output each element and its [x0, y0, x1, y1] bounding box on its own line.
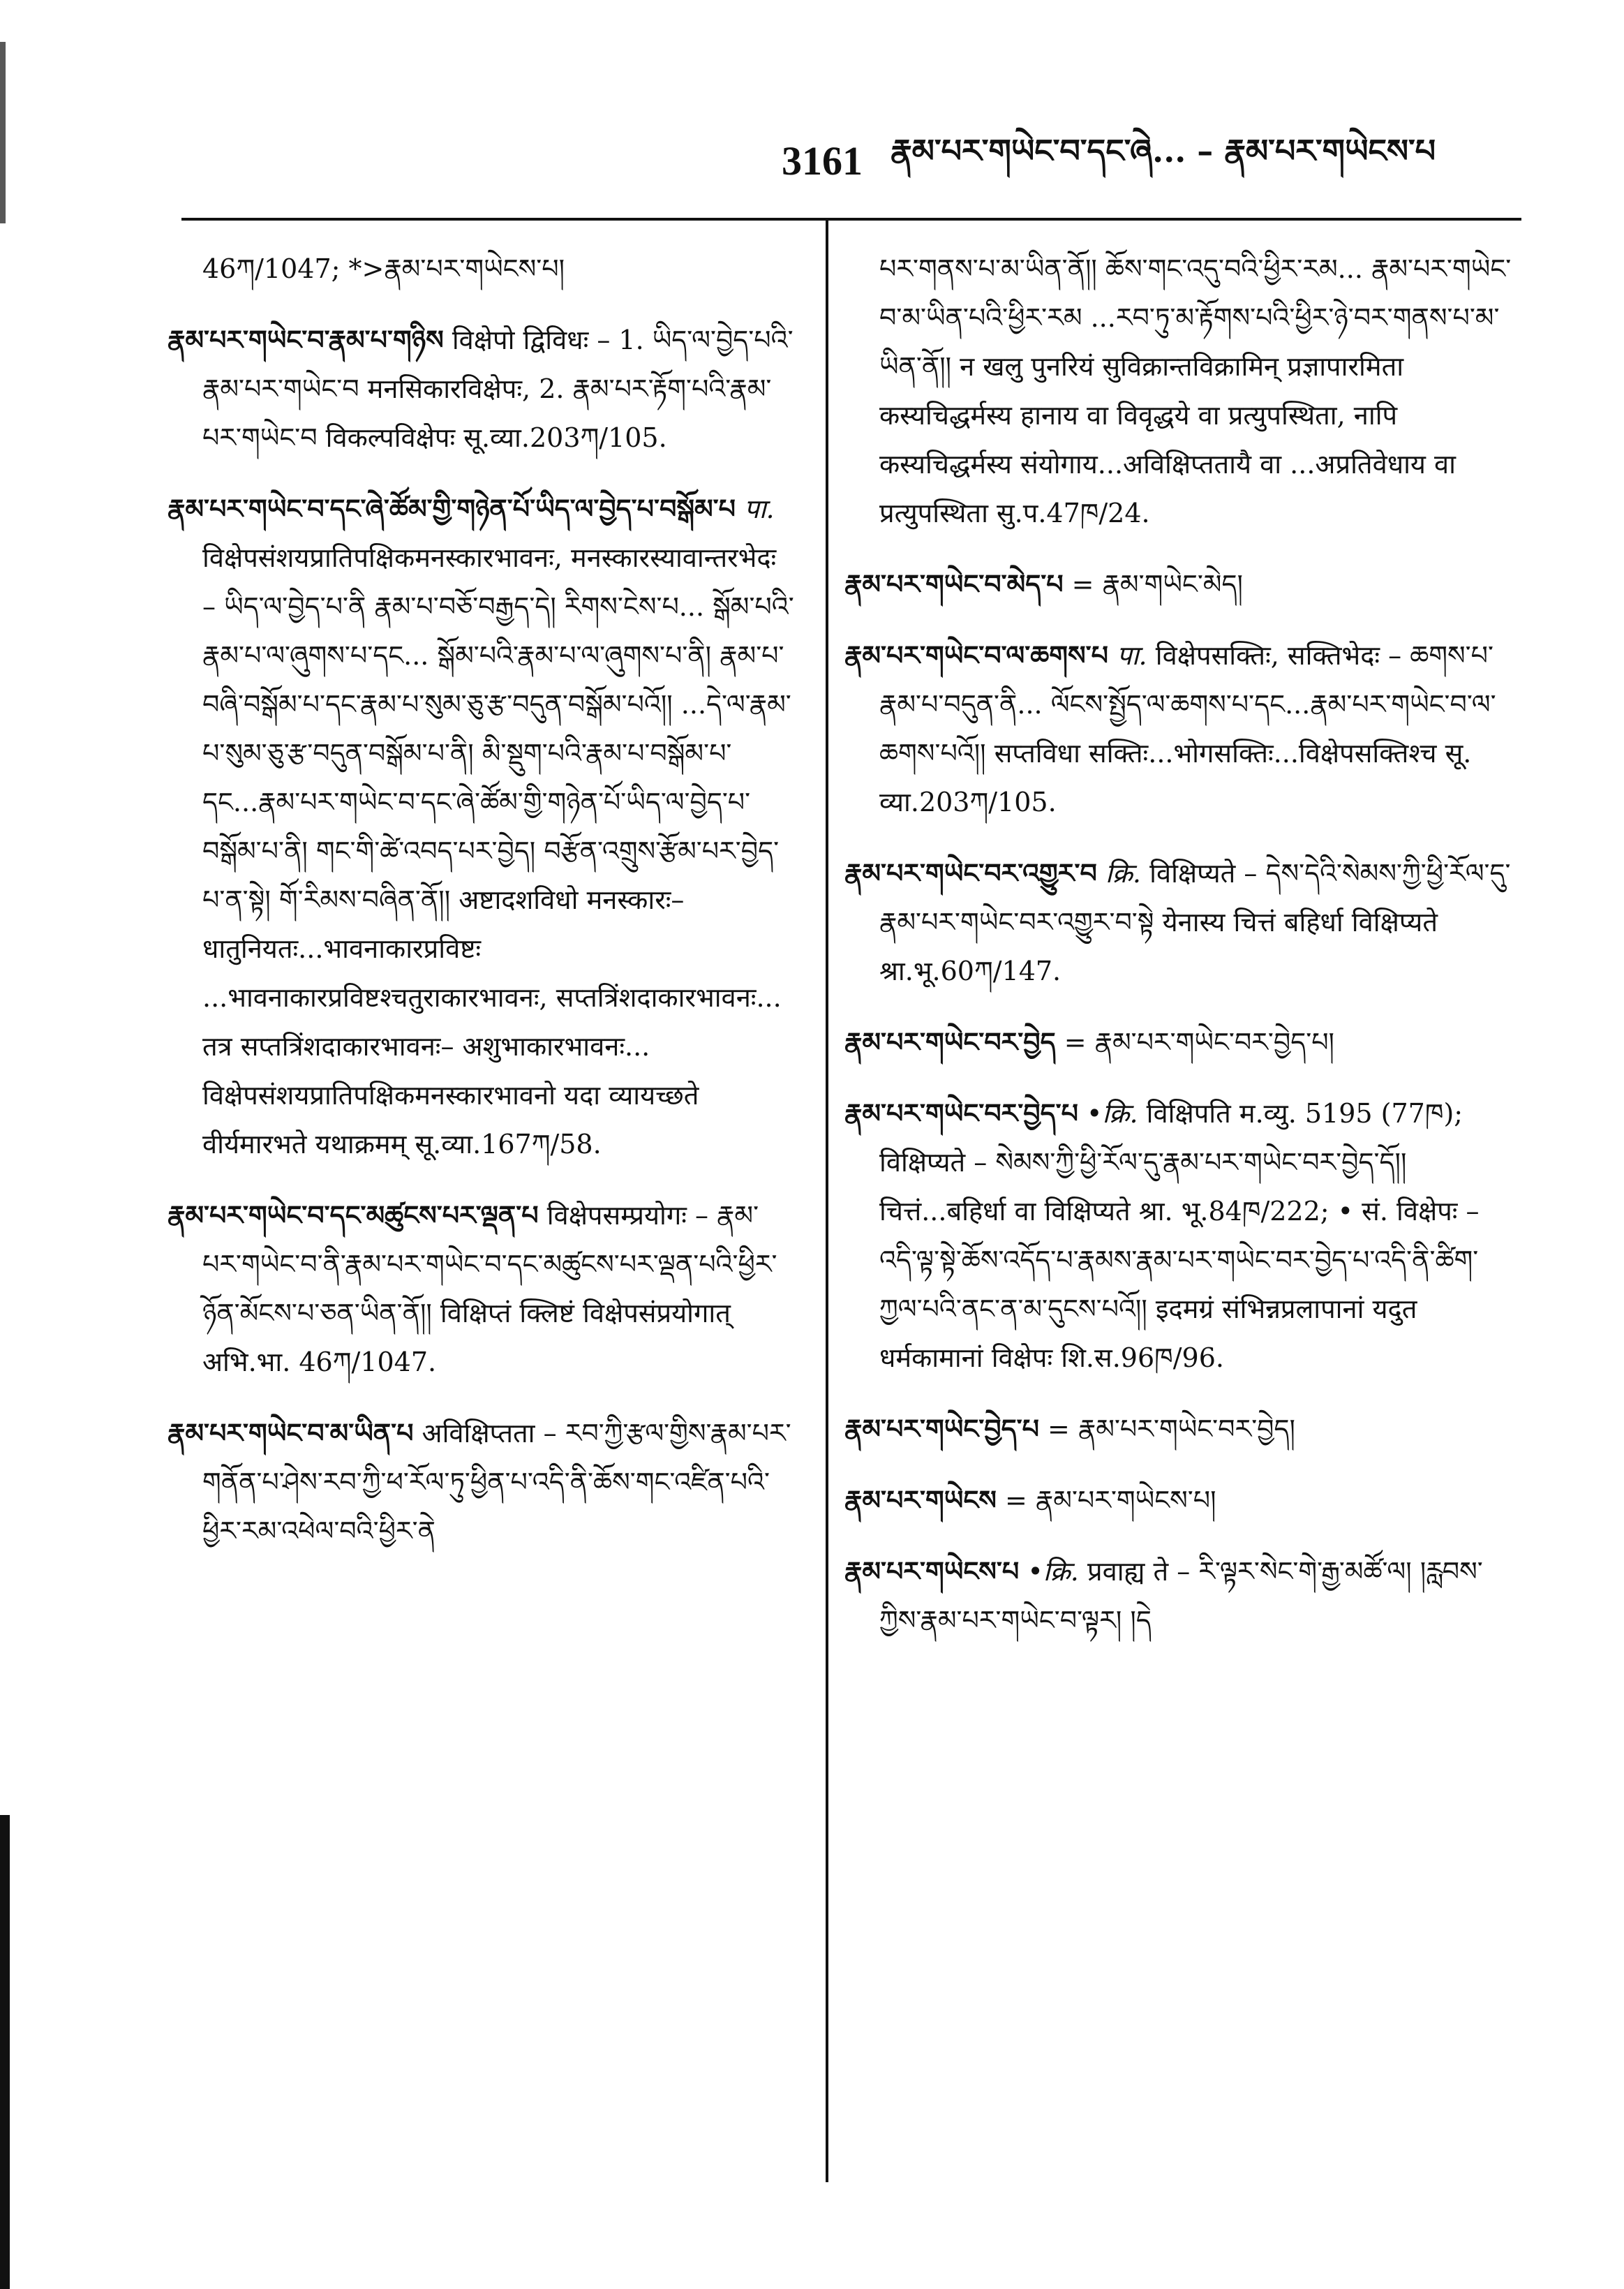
- entry-text: विक्षिप्यते – དེས་དེའི་སེམས་ཀྱི་ཕྱི་རོལ་དུ་རྣམ་པར་གཡེང་བར་འགྱུར་བ་སྟེ येनास्य चित्तं बहिर्धा विक्षिप्यते श्रा.भू.60ཀ/147.: [879, 858, 1511, 986]
- entry-text: विक्षेपसम्प्रयोगः – རྣམ་པར་གཡེང་བ་ནི་རྣམ་པར་གཡེང་བ་དང་མཚུངས་པར་ལྡན་པའི་ཕྱིར་ཉོན་མོངས་པ་ཅན་ཡིན་ནོ།། विक्षिप्तं क्लिष्टं विक्षेपसंप्रयोगात् अभि.भा. 46ཀ/1047.: [202, 1200, 777, 1377]
- entry-text: अविक्षिप्तता – རབ་ཀྱི་རྩལ་གྱིས་རྣམ་པར་གནོན་པ་ཤེས་རབ་ཀྱི་ཕ་རོལ་ཏུ་ཕྱིན་པ་འདི་ནི་ཆོས་གང་འཛིན་པའི་ཕྱིར་རམ་འཕེལ་བའི་ཕྱིར་ནེ: [202, 1418, 791, 1546]
- entry-headword: རྣམ་པར་གཡེང་བྱེད་པ: [844, 1413, 1039, 1444]
- entry-text: विक्षेपसंशयप्रातिपक्षिकमनस्कारभावनः, मनस्कारस्यावान्तरभेदः – ཡིད་ལ་བྱེད་པ་ནི རྣམ་པ་བཅོ་བརྒྱད་དེ། རིགས་ངེས་པ... སྒོམ་པའི་རྣམ་པ་ལ་ཞུགས་པ་དང... སྒོམ་པའི་རྣམ་པ་ལ་ཞུགས་པ་ནི། རྣམ་པ་བཞི་བསྒོམ་པ་དང་རྣམ་པ་སུམ་ཅུ་རྩ་བདུན་བསྒོམ་པའོ།། ...དེ་ལ་རྣམ་པ་སུམ་ཅུ་རྩ་བདུན་བསྒོམ་པ་ནི། མི་སྡུག་པའི་རྣམ་པ་བསྒོམ་པ་དང...རྣམ་པར་གཡེང་བ་དང་ཞེ་ཚོམ་གྱི་གཉེན་པོ་ཡིད་ལ་བྱེད་པ་བསྒོམ་པ་ནི། གང་གི་ཚེ་འབད་པར་བྱེད། བརྩོན་འགྲུས་རྩོམ་པར་བྱེད་པ་ན་སྟེ། གོ་རིམས་བཞིན་ནོ།། अष्टादशविधो मनस्कारः–धातुनियतः...भावनाकारप्रविष्टः ...भावनाकारप्रविष्टश्चतुराकारभावनः, सप्तत्रिंशदाकारभावनः... तत्र सप्तत्रिंशदाकारभावनः– अशुभाकारभावनः... विक्षेपसंशयप्रातिपक्षिकमनस्कारभावनो यदा व्यायच्छते वीर्यमारभते यथाक्रमम् सू.व्या.167ཀ/58.: [202, 542, 794, 1160]
- entry-text: པར་གནས་པ་མ་ཡིན་ནོ།། ཆོས་གང་འདུ་བའི་ཕྱིར་རམ... རྣམ་པར་གཡེང་བ་མ་ཡིན་པའི་ཕྱིར་རམ ...རབ་ཏུ་མ་རྟོགས་པའི་ཕྱིར་ཉེ་བར་གནས་པ་མ་ཡིན་ནོ།། न खलु पुनरियं सुविक्रान्तविक्रामिन् प्रज्ञापारमिता कस्यचिद्धर्मस्य हानाय वा विवृद्धये वा प्रत्युपस्थिता, नापि कस्यचिद्धर्मस्य संयोगाय...अविक्षिप्ततायै वा ...अप्रतिवेधाय वा प्रत्युपस्थिता सु.प.47ཁ/24.: [879, 253, 1512, 528]
- entry-grammar-tag: पा.: [744, 494, 775, 524]
- dictionary-entry: [844, 849, 1514, 995]
- entry-headword: རྣམ་པར་གཡེང་བ་ལ་ཆགས་པ: [844, 639, 1109, 671]
- entry-headword: རྣམ་པར་གཡེང་བ་མ་ཡིན་པ: [167, 1417, 414, 1449]
- dictionary-entry: [844, 1405, 1514, 1453]
- column-divider: [826, 221, 828, 2182]
- dictionary-entry: [844, 1476, 1514, 1525]
- page-number: 3161: [782, 138, 863, 184]
- dictionary-entry: [167, 1191, 796, 1386]
- page-header: [782, 126, 1521, 195]
- entry-text: प्रवाह्य ते – རི་ལྟར་སེང་གེ་རྒྱ་མཚོ་ལ། །རླབས་ཀྱིས་རྣམ་པར་གཡེང་བ་ལྟར། །དེ: [879, 1556, 1483, 1636]
- entry-headword: རྣམ་པར་གཡེང་བར་བྱེད་པ: [844, 1097, 1078, 1129]
- dictionary-entry: [167, 1409, 796, 1555]
- scan-edge-mark: [0, 1815, 10, 2289]
- entry-text: = རྣམ་པར་གཡེང་བར་བྱེད་པ།: [1064, 1027, 1334, 1058]
- dictionary-entry: [844, 244, 1514, 538]
- entry-text: = རྣམ་པར་གཡེངས་པ།: [1005, 1485, 1216, 1516]
- entry-grammar-tag: क्रि.: [1105, 858, 1142, 889]
- dictionary-entry: [844, 1547, 1514, 1645]
- entry-text: 46ཀ/1047; *>རྣམ་པར་གཡེངས་པ།: [202, 253, 565, 284]
- dictionary-entry: [167, 316, 796, 462]
- header-rule: [181, 218, 1521, 221]
- right-column: [844, 244, 1514, 1667]
- dictionary-entry: [167, 484, 796, 1169]
- entry-headword: རྣམ་པར་གཡེང་བ་དང་ཞེ་ཚོམ་གྱི་གཉེན་པོ་ཡིད་ལ་བྱེད་པ་བསྒོམ་པ: [167, 493, 736, 524]
- dictionary-entry: [844, 1089, 1514, 1382]
- entry-headword: རྣམ་པར་གཡེང་བ་མེད་པ: [844, 568, 1064, 600]
- entry-headword: རྣམ་པར་གཡེང་བར་བྱེད: [844, 1026, 1056, 1058]
- entry-headword: རྣམ་པར་གཡེང་བར་འགྱུར་བ: [844, 857, 1097, 889]
- header-entry-range: རྣམ་པར་གཡེང་བ་དང་ཞེ... – རྣམ་པར་གཡེངས་པ: [891, 131, 1436, 170]
- entry-headword: རྣམ་པར་གཡེང་བ་རྣམ་པ་གཉིས: [167, 324, 444, 355]
- entry-text: विक्षिपति म.व्यु. 5195 (77ཁ); विक्षिप्यते – སེམས་ཀྱི་ཕྱི་རོལ་དུ་རྣམ་པར་གཡེང་བར་བྱེད་དོ།། चित्तं...बहिर्धा वा विक्षिप्यते श्रा. भू.84ཁ/222; • सं. विक्षेपः – འདི་ལྟ་སྟེ་ཆོས་འདོད་པ་རྣམས་རྣམ་པར་གཡེང་བར་བྱེད་པ་འདི་ནི་ཚིག་ཀྱལ་པའི་ནང་ན་མ་དུངས་པའོ།། इदमग्रं संभिन्नप्रलापानां यदुत धर्मकामानां विक्षेपः शि.स.96ཁ/96.: [879, 1098, 1480, 1373]
- dictionary-entry: [844, 560, 1514, 609]
- entry-grammar-tag: •क्रि.: [1087, 1098, 1138, 1129]
- entry-text: = རྣམ་པར་གཡེང་བར་བྱེད།: [1048, 1414, 1295, 1444]
- entry-grammar-tag: पा.: [1117, 640, 1147, 671]
- dictionary-entry: [844, 631, 1514, 827]
- entry-text: विक्षेपो द्विविधः – 1. ཡིད་ལ་བྱེད་པའི་རྣམ་པར་གཡེང་བ मनसिकारविक्षेपः, 2. རྣམ་པར་རྟོག་པའི་རྣམ་པར་གཡེང་བ विकल्पविक्षेपः सू.व्या.203ཀ/105.: [202, 325, 794, 453]
- entry-headword: རྣམ་པར་གཡེངས་པ: [844, 1555, 1020, 1587]
- scan-edge-mark: [0, 42, 6, 223]
- left-column: [167, 244, 796, 1578]
- entry-text: = རྣམ་གཡེང་མེད།: [1071, 569, 1243, 600]
- entry-grammar-tag: •क्रि.: [1027, 1556, 1079, 1587]
- dictionary-entry: [844, 1018, 1514, 1067]
- entry-headword: རྣམ་པར་གཡེང་བ་དང་མཚུངས་པར་ལྡན་པ: [167, 1199, 539, 1231]
- dictionary-entry: [167, 244, 796, 293]
- entry-text: विक्षेपसक्तिः, सक्तिभेदः – ཆགས་པ་རྣམ་པ་བདུན་ནི... ལོངས་སྤྱོད་ལ་ཆགས་པ་དང...རྣམ་པར་གཡེང་བ་ལ་ཆགས་པའོ།། सप्तविधा सक्तिः...भोगसक्तिः...विक्षेपसक्तिश्च सू. व्या.203ཀ/105.: [879, 640, 1496, 817]
- entry-headword: རྣམ་པར་གཡེངས: [844, 1484, 997, 1516]
